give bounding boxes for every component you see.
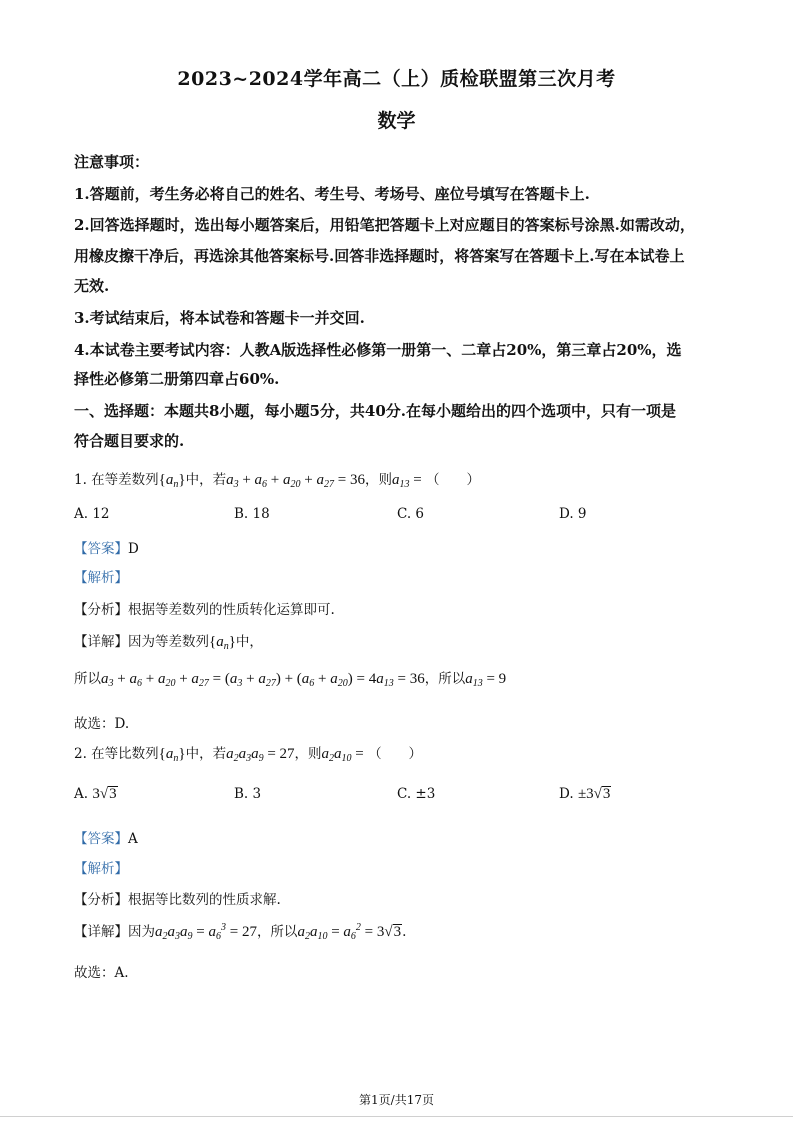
q1-option-d: D. 9 bbox=[559, 506, 587, 522]
note-line-2c: 无效. bbox=[74, 277, 110, 295]
q2-answer-tag: 【答案】 bbox=[74, 831, 128, 847]
q1-answer: D bbox=[128, 541, 139, 557]
q1-option-a: A. 12 bbox=[74, 506, 110, 522]
q2-option-a-label: A. bbox=[74, 786, 89, 802]
q2-condition: $a_2a_3a_9 = 27$ bbox=[226, 746, 295, 764]
q2-detail-tag: 【详解】 bbox=[74, 924, 128, 940]
q2-option-d-label: D. bbox=[559, 786, 574, 802]
q2-option-b: B. 3 bbox=[234, 786, 262, 802]
subject-title: 数学 bbox=[377, 110, 416, 132]
q1-answer-line bbox=[74, 537, 139, 557]
q1-fenxi-text: 根据等差数列的性质转化运算即可. bbox=[128, 602, 335, 618]
q2-fenxi-line bbox=[74, 888, 281, 908]
q2-mid2: ，则 bbox=[294, 746, 322, 762]
q2-detail-prefix: 因为 bbox=[128, 924, 155, 940]
q1-work-line bbox=[74, 667, 506, 689]
q1-fenxi-line bbox=[74, 598, 335, 618]
q2-fenxi-tag: 【分析】 bbox=[74, 892, 128, 908]
q1-sequence-symbol: $\{a_n\}$ bbox=[158, 472, 186, 490]
q2-option-c: C. ±3 bbox=[397, 786, 436, 802]
q2-option-a-coef: 3 bbox=[92, 786, 100, 802]
q1-detail-line bbox=[74, 630, 263, 652]
q1-detail-tag: 【详解】 bbox=[74, 634, 128, 650]
note-line-4a: 4.本试卷主要考试内容：人教A版选择性必修第一册第一、二章占20%，第三章占20%，选 bbox=[74, 341, 682, 359]
notes-heading: 注意事项： bbox=[74, 153, 150, 171]
q2-conclusion: 故选：A. bbox=[74, 965, 129, 981]
q2-option-a-radicand: 3 bbox=[109, 786, 117, 802]
q2-detail-mid: ，所以 bbox=[256, 924, 298, 940]
question-1-stem bbox=[74, 468, 480, 490]
note-line-3: 3.考试结束后，将本试卷和答题卡一并交回. bbox=[74, 309, 365, 327]
exam-title: 2023~2024学年高二（上）质检联盟第三次月考 bbox=[177, 68, 616, 90]
q1-mid2: ，则 bbox=[364, 472, 392, 488]
q2-detail-radicand: 3 bbox=[393, 924, 402, 940]
q2-detail-coef: 3 bbox=[376, 924, 385, 940]
q1-fenxi-tag: 【分析】 bbox=[74, 602, 128, 618]
q1-condition: $a_3 + a_6 + a_{20} + a_{27} = 36$ bbox=[226, 472, 365, 490]
q2-prefix: 2. 在等比数列 bbox=[74, 746, 159, 762]
section-heading-line-1: 一、选择题：本题共8小题，每小题5分，共40分.在每小题给出的四个选项中，只有一项是 bbox=[74, 402, 676, 420]
q1-paren: （ ） bbox=[425, 472, 480, 488]
q1-work-result-value: = 9 bbox=[486, 671, 507, 687]
footer-divider bbox=[0, 1116, 793, 1117]
note-line-1: 1.答题前，考生务必将自己的姓名、考生号、考场号、座位号填写在答题卡上. bbox=[74, 185, 590, 203]
q2-option-d-coef: ±3 bbox=[577, 786, 594, 802]
q1-conclusion: 故选：D. bbox=[74, 716, 130, 732]
q1-analysis-tag: 【解析】 bbox=[74, 570, 128, 586]
q1-work-mid: ，所以 bbox=[424, 671, 466, 687]
q2-mid1: 中，若 bbox=[185, 746, 227, 762]
q1-detail-sequence: $\{a_n\}$ bbox=[209, 634, 236, 652]
q1-mid1: 中，若 bbox=[185, 472, 227, 488]
q1-answer-tag: 【答案】 bbox=[74, 541, 128, 557]
q1-option-b: B. 18 bbox=[234, 506, 270, 522]
q1-work-eq-tail: = 36 bbox=[397, 671, 425, 687]
q2-condition-value: 27 bbox=[279, 746, 295, 762]
q2-target: $a_2a_{10}$ = bbox=[321, 746, 364, 764]
q2-detail-end: . bbox=[402, 924, 407, 940]
q2-fenxi-text: 根据等比数列的性质求解. bbox=[128, 892, 281, 908]
q2-detail-eq-value: 27 bbox=[241, 924, 257, 940]
q1-condition-value: 36 bbox=[349, 472, 365, 488]
page-footer: 第1页/共17页 bbox=[359, 1093, 434, 1107]
note-line-4b: 择性必修第二册第四章占60%. bbox=[74, 370, 280, 388]
q2-sequence-symbol: $\{a_n\}$ bbox=[158, 746, 186, 764]
q2-option-d-value: ±3√3 bbox=[577, 786, 611, 802]
q1-detail-suffix: 中， bbox=[235, 634, 263, 650]
q2-detail-line bbox=[74, 920, 406, 942]
q2-option-a bbox=[74, 786, 118, 803]
q1-work-prefix: 所以 bbox=[74, 671, 101, 687]
q1-detail-prefix: 因为等差数列 bbox=[128, 634, 209, 650]
q1-prefix: 1. 在等差数列 bbox=[74, 472, 159, 488]
q2-answer-line bbox=[74, 827, 138, 847]
q2-option-d-radicand: 3 bbox=[602, 786, 611, 802]
section-heading-line-2: 符合题目要求的. bbox=[74, 432, 185, 450]
q1-target: $a_{13}$ = bbox=[391, 472, 422, 490]
q2-paren: （ ） bbox=[368, 746, 423, 762]
q2-analysis-tag: 【解析】 bbox=[74, 861, 128, 877]
q2-answer: A bbox=[128, 831, 138, 847]
q2-detail-result: $a_2a_{10} = a_6^2 = 3√3$ bbox=[297, 922, 402, 942]
q2-detail-equation: $a_2a_3a_9 = a_6^3 = 27$ bbox=[155, 922, 257, 942]
note-line-2b: 用橡皮擦干净后，再选涂其他答案标号.回答非选择题时，将答案写在答题卡上.写在本试卷上 bbox=[74, 247, 685, 265]
q1-option-c: C. 6 bbox=[397, 506, 425, 522]
q1-work-result: $a_{13} = 9$ bbox=[465, 671, 507, 689]
q2-option-d bbox=[559, 786, 611, 803]
q2-option-a-value: 3√3 bbox=[92, 786, 117, 802]
note-line-2a: 2.回答选择题时，选出每小题答案后，用铅笔把答题卡上对应题目的答案标号涂黑.如需改动， bbox=[74, 216, 695, 234]
q1-work-equation: $a_3 + a_6 + a_{20} + a_{27} = (a_3 + a_{27}) + (a_6 + a_{20}) = 4a_{13} = 36$ bbox=[101, 671, 425, 689]
question-2-stem bbox=[74, 742, 422, 764]
